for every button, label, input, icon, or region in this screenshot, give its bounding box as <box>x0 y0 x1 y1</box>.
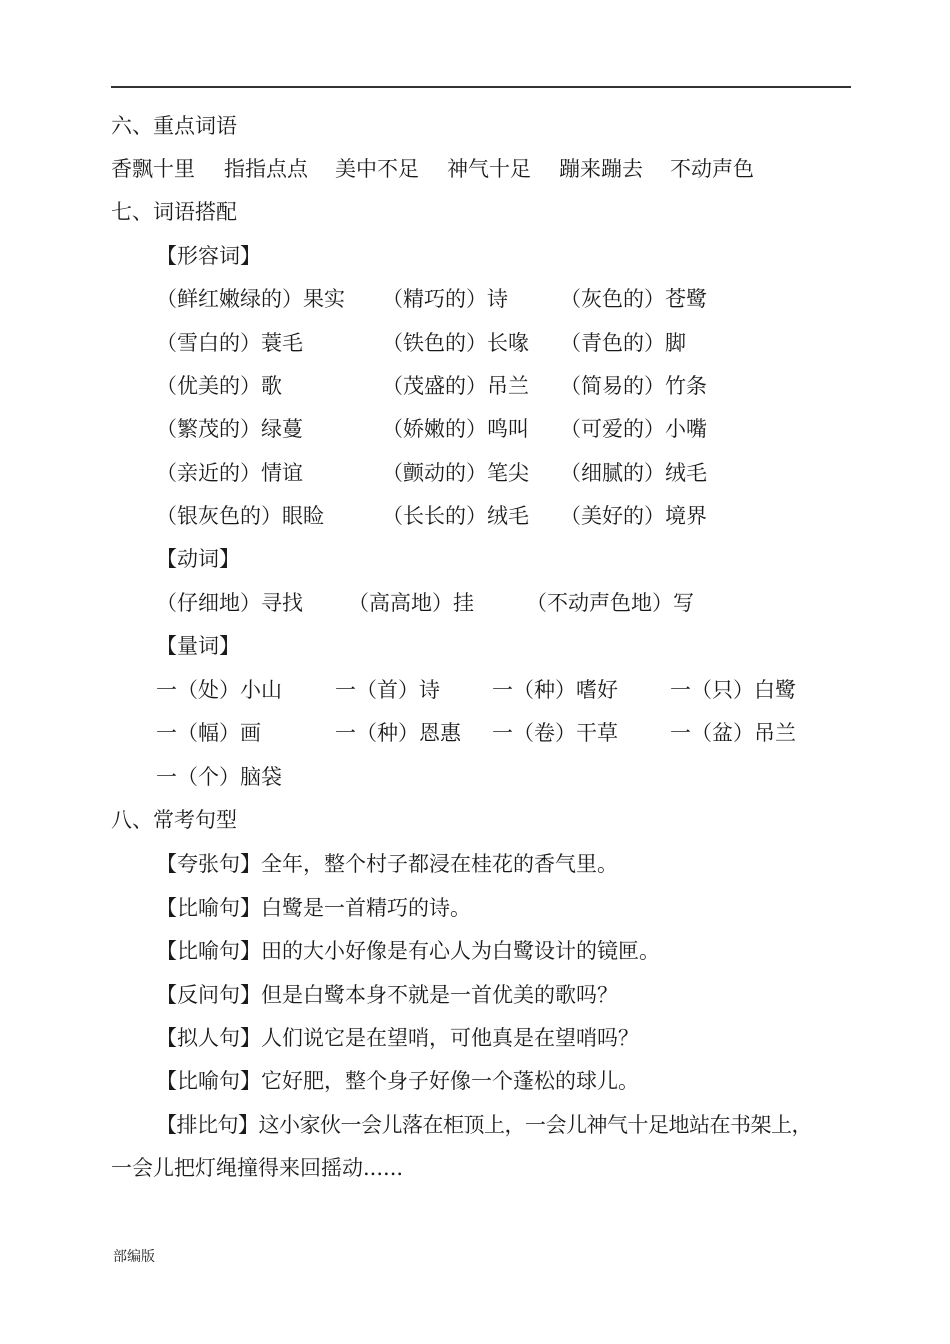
header-rule <box>111 86 851 88</box>
verb-phrase: （高高地）挂 <box>348 591 474 615</box>
key-word: 不动声色 <box>670 157 754 181</box>
adjective-phrase: （繁茂的）绿蔓 <box>156 417 303 441</box>
sentence-text: 但是白鹭本身不就是一首优美的歌吗？ <box>261 983 618 1007</box>
sentence-type-tag: 【拟人句】 <box>156 1026 261 1050</box>
adjective-phrase: （长长的）绒毛 <box>382 504 529 528</box>
measure-word-label: 【量词】 <box>156 634 240 658</box>
sentence-text: 田的大小好像是有心人为白鹭设计的镜匣。 <box>261 939 660 963</box>
adjective-phrase: （娇嫩的）鸣叫 <box>382 417 529 441</box>
sentence-item <box>156 850 618 878</box>
adjective-phrase: （颤动的）笔尖 <box>382 461 529 485</box>
page-footer: 部编版 <box>113 1249 155 1265</box>
key-word: 蹦来蹦去 <box>559 157 643 181</box>
sentence-type-tag: 【比喻句】 <box>156 896 261 920</box>
sentence-text: 全年，整个村子都浸在桂花的香气里。 <box>261 852 618 876</box>
measure-phrase: 一（首）诗 <box>335 678 440 702</box>
key-word: 香飘十里 <box>111 157 195 181</box>
adjective-phrase: （茂盛的）吊兰 <box>382 374 529 398</box>
sentence-item <box>156 1024 639 1052</box>
sentence-text: 白鹭是一首精巧的诗。 <box>261 896 471 920</box>
sentence-item <box>156 1111 812 1139</box>
adjective-phrase: （灰色的）苍鹭 <box>560 287 707 311</box>
adjective-phrase: （美好的）境界 <box>560 504 707 528</box>
key-word: 神气十足 <box>447 157 531 181</box>
sentence-item <box>156 894 471 922</box>
adjective-phrase: （青色的）脚 <box>560 331 686 355</box>
measure-phrase: 一（盆）吊兰 <box>670 721 796 745</box>
adjective-phrase: （优美的）歌 <box>156 374 282 398</box>
sentence-type-tag: 【比喻句】 <box>156 939 261 963</box>
adjective-phrase: （简易的）竹条 <box>560 374 707 398</box>
adjective-phrase: （细腻的）绒毛 <box>560 461 707 485</box>
adjective-phrase: （亲近的）情谊 <box>156 461 303 485</box>
adjective-phrase: （鲜红嫩绿的）果实 <box>156 287 345 311</box>
measure-phrase: 一（处）小山 <box>156 678 282 702</box>
measure-phrase: 一（个）脑袋 <box>156 765 282 789</box>
sentence-text: 人们说它是在望哨，可他真是在望哨吗？ <box>261 1026 639 1050</box>
adjective-phrase: （银灰色的）眼睑 <box>156 504 324 528</box>
measure-phrase: 一（只）白鹭 <box>670 678 796 702</box>
section-heading-8: 八、常考句型 <box>111 808 237 832</box>
sentence-type-tag: 【反问句】 <box>156 983 261 1007</box>
section-heading-6: 六、重点词语 <box>111 114 237 138</box>
verb-phrase: （仔细地）寻找 <box>156 591 303 615</box>
sentence-item <box>156 1067 639 1095</box>
sentence-item <box>156 937 660 965</box>
sentence-continuation: 一会儿把灯绳撞得来回摇动...... <box>111 1156 404 1180</box>
sentence-item <box>156 981 618 1009</box>
sentence-type-tag: 【比喻句】 <box>156 1069 261 1093</box>
sentence-text: 这小家伙一会儿落在柜顶上，一会儿神气十足地站在书架上， <box>258 1113 812 1137</box>
section-heading-7: 七、词语搭配 <box>111 200 237 224</box>
sentence-type-tag: 【夸张句】 <box>156 852 261 876</box>
key-word: 美中不足 <box>335 157 419 181</box>
adjective-phrase: （雪白的）蓑毛 <box>156 331 303 355</box>
sentence-text: 它好肥，整个身子好像一个蓬松的球儿。 <box>261 1069 639 1093</box>
adjective-label: 【形容词】 <box>156 244 261 268</box>
adjective-phrase: （可爱的）小嘴 <box>560 417 707 441</box>
measure-phrase: 一（种）恩惠 <box>335 721 461 745</box>
key-word: 指指点点 <box>224 157 308 181</box>
measure-phrase: 一（卷）干草 <box>492 721 618 745</box>
verb-phrase: （不动声色地）写 <box>526 591 694 615</box>
measure-phrase: 一（种）嗜好 <box>492 678 618 702</box>
adjective-phrase: （铁色的）长喙 <box>382 331 529 355</box>
verb-label: 【动词】 <box>156 547 240 571</box>
measure-phrase: 一（幅）画 <box>156 721 261 745</box>
adjective-phrase: （精巧的）诗 <box>382 287 508 311</box>
sentence-type-tag: 【排比句】 <box>156 1113 259 1137</box>
